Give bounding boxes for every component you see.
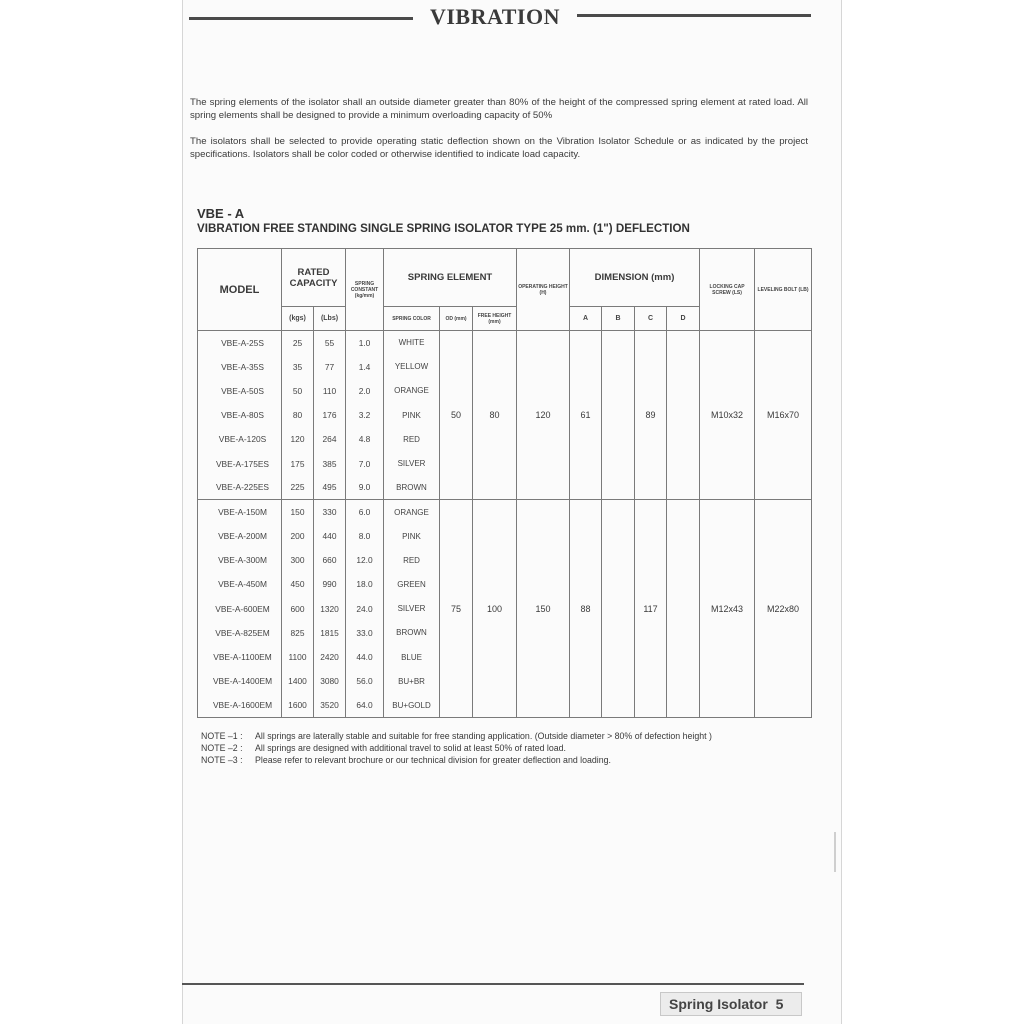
cell-operating-height: 120 bbox=[517, 331, 570, 500]
cell-spring-color: PINK bbox=[384, 403, 440, 427]
header-spring-constant: SPRING CONSTANT (kg/mm) bbox=[346, 249, 384, 331]
cell-spring-color: WHITE bbox=[384, 331, 440, 355]
cell-constant: 64.0 bbox=[346, 693, 384, 717]
cell-dim-a: 61 bbox=[570, 331, 602, 500]
header-rule-right bbox=[577, 14, 811, 17]
cell-constant: 3.2 bbox=[346, 403, 384, 427]
cell-lbs: 1815 bbox=[314, 621, 346, 645]
cell-lbs: 330 bbox=[314, 500, 346, 524]
intro-paragraph-2: The isolators shall be selected to provide operating static deflection shown on the Vibration Isolator Schedule or as indicated by the project specifications. Isolators shall be color coded or otherwise identified to indicate load capacity. bbox=[190, 136, 808, 160]
header-dimension: DIMENSION (mm) bbox=[570, 249, 700, 307]
section-title: VIBRATION FREE STANDING SINGLE SPRING ISOLATOR TYPE 25 mm. (1") DEFLECTION bbox=[197, 222, 690, 235]
header-dim-d: D bbox=[667, 307, 700, 331]
note-1 bbox=[201, 730, 712, 742]
cell-lbs: 440 bbox=[314, 524, 346, 548]
cell-dim-a: 88 bbox=[570, 500, 602, 718]
header-kgs: (kgs) bbox=[282, 307, 314, 331]
cell-model: VBE-A-600EM bbox=[198, 597, 282, 621]
table-row bbox=[198, 331, 812, 355]
cell-free-height: 100 bbox=[473, 500, 517, 718]
cell-dim-b bbox=[602, 331, 635, 500]
cell-dim-c: 89 bbox=[635, 331, 667, 500]
cell-dim-d bbox=[667, 500, 700, 718]
cell-constant: 6.0 bbox=[346, 500, 384, 524]
cell-spring-color: SILVER bbox=[384, 597, 440, 621]
header-od: OD (mm) bbox=[440, 307, 473, 331]
cell-od: 75 bbox=[440, 500, 473, 718]
footer-page-label bbox=[660, 992, 802, 1016]
cell-model: VBE-A-225ES bbox=[198, 476, 282, 500]
cell-spring-color: PINK bbox=[384, 524, 440, 548]
cell-spring-color: ORANGE bbox=[384, 379, 440, 403]
cell-spring-color: YELLOW bbox=[384, 355, 440, 379]
note-text: All springs are laterally stable and suitable for free standing application. (Outside diameter > 80% of defection height ) bbox=[255, 731, 712, 741]
cell-constant: 1.0 bbox=[346, 331, 384, 355]
cell-kgs: 825 bbox=[282, 621, 314, 645]
cell-lbs: 176 bbox=[314, 403, 346, 427]
cell-kgs: 50 bbox=[282, 379, 314, 403]
header-dim-a: A bbox=[570, 307, 602, 331]
note-text: Please refer to relevant brochure or our technical division for greater deflection and loading. bbox=[255, 755, 611, 765]
header-lbs: (Lbs) bbox=[314, 307, 346, 331]
cell-spring-color: ORANGE bbox=[384, 500, 440, 524]
cell-lbs: 264 bbox=[314, 427, 346, 451]
header-dim-b: B bbox=[602, 307, 635, 331]
cell-lbs: 1320 bbox=[314, 597, 346, 621]
header-rated-capacity: RATED CAPACITY bbox=[282, 249, 346, 307]
cell-constant: 1.4 bbox=[346, 355, 384, 379]
cell-model: VBE-A-825EM bbox=[198, 621, 282, 645]
cell-dim-b bbox=[602, 500, 635, 718]
cell-model: VBE-A-50S bbox=[198, 379, 282, 403]
cell-constant: 44.0 bbox=[346, 645, 384, 669]
cell-spring-color: BROWN bbox=[384, 621, 440, 645]
section-code: VBE - A bbox=[197, 206, 245, 221]
cell-constant: 7.0 bbox=[346, 451, 384, 475]
header-locking-cap-screw: LOCKING CAP SCREW (LS) bbox=[700, 249, 755, 331]
cell-spring-color: SILVER bbox=[384, 451, 440, 475]
cell-lbs: 2420 bbox=[314, 645, 346, 669]
note-label: NOTE –2 : bbox=[201, 743, 243, 753]
cell-od: 50 bbox=[440, 331, 473, 500]
cell-spring-color: BROWN bbox=[384, 476, 440, 500]
header-model: MODEL bbox=[198, 249, 282, 331]
cell-lbs: 3080 bbox=[314, 669, 346, 693]
footer-rule bbox=[182, 983, 804, 985]
cell-kgs: 1400 bbox=[282, 669, 314, 693]
cell-lbs: 110 bbox=[314, 379, 346, 403]
cell-operating-height: 150 bbox=[517, 500, 570, 718]
cell-kgs: 150 bbox=[282, 500, 314, 524]
cell-model: VBE-A-1400EM bbox=[198, 669, 282, 693]
cell-model: VBE-A-300M bbox=[198, 548, 282, 572]
cell-locking-cap-screw: M10x32 bbox=[700, 331, 755, 500]
cell-dim-d bbox=[667, 331, 700, 500]
cell-kgs: 1600 bbox=[282, 693, 314, 717]
cell-constant: 24.0 bbox=[346, 597, 384, 621]
cell-constant: 56.0 bbox=[346, 669, 384, 693]
header-spring-element: SPRING ELEMENT bbox=[384, 249, 517, 307]
cell-model: VBE-A-450M bbox=[198, 572, 282, 596]
cell-model: VBE-A-35S bbox=[198, 355, 282, 379]
cell-spring-color: BLUE bbox=[384, 645, 440, 669]
cell-model: VBE-A-200M bbox=[198, 524, 282, 548]
cell-kgs: 1100 bbox=[282, 645, 314, 669]
page-title: VIBRATION bbox=[429, 4, 560, 29]
cell-lbs: 990 bbox=[314, 572, 346, 596]
cell-spring-color: BU+GOLD bbox=[384, 693, 440, 717]
cell-spring-color: RED bbox=[384, 548, 440, 572]
intro-paragraph-1: The spring elements of the isolator shall an outside diameter greater than 80% of the height of the compressed spring element at rated load. All spring elements shall be designed to provide a minimum overloading capacity of 50% bbox=[190, 97, 808, 121]
table-group-1 bbox=[198, 331, 812, 500]
cell-spring-color: GREEN bbox=[384, 572, 440, 596]
cell-lbs: 385 bbox=[314, 451, 346, 475]
cell-kgs: 300 bbox=[282, 548, 314, 572]
note-2 bbox=[201, 742, 712, 754]
header-dim-c: C bbox=[635, 307, 667, 331]
cell-model: VBE-A-120S bbox=[198, 427, 282, 451]
cell-lbs: 495 bbox=[314, 476, 346, 500]
header-rule-left bbox=[189, 17, 413, 20]
cell-constant: 33.0 bbox=[346, 621, 384, 645]
cell-leveling-bolt: M16x70 bbox=[755, 331, 812, 500]
cell-model: VBE-A-175ES bbox=[198, 451, 282, 475]
cell-lbs: 77 bbox=[314, 355, 346, 379]
cell-kgs: 25 bbox=[282, 331, 314, 355]
cell-spring-color: BU+BR bbox=[384, 669, 440, 693]
table-row bbox=[198, 500, 812, 524]
cell-kgs: 200 bbox=[282, 524, 314, 548]
notes-block bbox=[201, 730, 712, 766]
note-label: NOTE –3 : bbox=[201, 755, 243, 765]
cell-locking-cap-screw: M12x43 bbox=[700, 500, 755, 718]
cell-constant: 4.8 bbox=[346, 427, 384, 451]
cell-kgs: 175 bbox=[282, 451, 314, 475]
isolator-spec-table bbox=[197, 248, 812, 718]
cell-leveling-bolt: M22x80 bbox=[755, 500, 812, 718]
cell-free-height: 80 bbox=[473, 331, 517, 500]
page-number: 5 bbox=[775, 996, 784, 1012]
header-operating-height: OPERATING HEIGHT (H) bbox=[517, 249, 570, 331]
header-spring-color: SPRING COLOR bbox=[384, 307, 440, 331]
cell-kgs: 120 bbox=[282, 427, 314, 451]
cell-lbs: 55 bbox=[314, 331, 346, 355]
footer-label: Spring Isolator bbox=[669, 996, 768, 1012]
cell-lbs: 3520 bbox=[314, 693, 346, 717]
cell-model: VBE-A-25S bbox=[198, 331, 282, 355]
note-text: All springs are designed with additional travel to solid at least 50% of rated load. bbox=[255, 743, 567, 753]
cell-model: VBE-A-150M bbox=[198, 500, 282, 524]
table-group-2 bbox=[198, 500, 812, 718]
cell-model: VBE-A-1600EM bbox=[198, 693, 282, 717]
note-label: NOTE –1 : bbox=[201, 731, 243, 741]
cell-constant: 18.0 bbox=[346, 572, 384, 596]
page-edge-mark bbox=[834, 832, 836, 872]
header-leveling-bolt: LEVELING BOLT (LB) bbox=[755, 249, 812, 331]
cell-dim-c: 117 bbox=[635, 500, 667, 718]
cell-constant: 9.0 bbox=[346, 476, 384, 500]
note-3 bbox=[201, 754, 712, 766]
cell-constant: 8.0 bbox=[346, 524, 384, 548]
cell-kgs: 450 bbox=[282, 572, 314, 596]
cell-constant: 12.0 bbox=[346, 548, 384, 572]
cell-kgs: 225 bbox=[282, 476, 314, 500]
cell-model: VBE-A-80S bbox=[198, 403, 282, 427]
cell-lbs: 660 bbox=[314, 548, 346, 572]
cell-kgs: 35 bbox=[282, 355, 314, 379]
cell-model: VBE-A-1100EM bbox=[198, 645, 282, 669]
cell-constant: 2.0 bbox=[346, 379, 384, 403]
header-free-height: FREE HEIGHT (mm) bbox=[473, 307, 517, 331]
cell-kgs: 80 bbox=[282, 403, 314, 427]
cell-kgs: 600 bbox=[282, 597, 314, 621]
cell-spring-color: RED bbox=[384, 427, 440, 451]
